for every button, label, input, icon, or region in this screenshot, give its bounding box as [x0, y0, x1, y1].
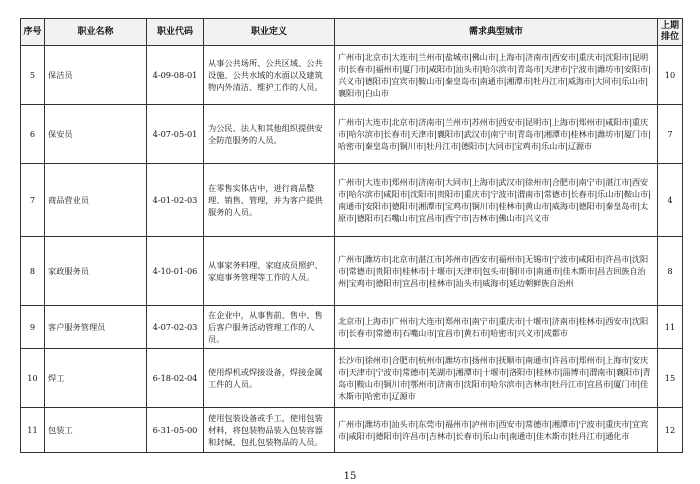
header-seq: 序号	[21, 19, 45, 46]
row-last-rank: 10	[658, 46, 683, 105]
table-row	[21, 105, 683, 164]
row-name: 包装工	[45, 408, 147, 453]
table-header-row	[21, 19, 683, 46]
row-name: 商品营业员	[45, 164, 147, 237]
table-row	[21, 46, 683, 105]
row-name: 家政服务员	[45, 237, 147, 306]
row-code: 4-10-01-06	[147, 237, 204, 306]
row-cities: 广州市|大连市|北京市|济南市|兰州市|苏州市|西安市|昆明市|上海市|郑州市|咸阳市|重庆市|哈尔滨市|长春市|天津市|襄阳市|武汉市|南宁市|青岛市|湘潭市|桂林市|潍坊市|厦门市|哈密市|秦皇岛市|铜川市|牡丹江市|德阳市|大同市|宝鸡市|乐山市|辽源市	[335, 105, 658, 164]
row-name: 客户服务管理员	[45, 306, 147, 349]
row-definition: 从事公共场所、公共区域、公共设施、公共水域的水面以及建筑物内外清洁、维护工作的人员。	[204, 46, 335, 105]
header-definition: 职业定义	[204, 19, 335, 46]
row-cities: 长沙市|徐州市|合肥市|杭州市|潍坊市|扬州市|抚顺市|南通市|许昌市|郑州市|上海市|安庆市|天津市|宁波市|常德市|芜湖市|湘潭市|十堰市|洛阳市|桂林市|淄博市|渭南市|襄阳市|青岛市|鞍山市|铜川市|鄂州市|济南市|沈阳市|哈尔滨市|吉林市|牡丹江市|宜昌市|厦门市|佳木斯市|哈密市|辽源市	[335, 349, 658, 408]
row-name: 保安员	[45, 105, 147, 164]
row-cities: 北京市|上海市|广州市|大连市|郑州市|南宁市|重庆市|十堰市|济南市|桂林市|西安市|沈阳市|长春市|常德市|石嘴山市|宜昌市|黄石市|哈密市|兴义市|成都市	[335, 306, 658, 349]
row-code: 4-07-05-01	[147, 105, 204, 164]
row-seq: 8	[21, 237, 45, 306]
table-row	[21, 164, 683, 237]
row-last-rank: 12	[658, 408, 683, 453]
row-last-rank: 11	[658, 306, 683, 349]
row-definition: 使用包装设备或手工，使用包装材料，将包装物品装入包装容器和封缄、包扎包装物品的人员。	[204, 408, 335, 453]
row-code: 4-09-08-01	[147, 46, 204, 105]
row-code: 6-31-05-00	[147, 408, 204, 453]
table-row	[21, 237, 683, 306]
row-name: 焊工	[45, 349, 147, 408]
row-definition: 使用焊机或焊接设备，焊接金属工件的人员。	[204, 349, 335, 408]
header-code: 职业代码	[147, 19, 204, 46]
row-code: 6-18-02-04	[147, 349, 204, 408]
row-definition: 在零售实体店中，进行商品整理、销售、管理，并为客户提供服务的人员。	[204, 164, 335, 237]
row-definition: 从事家务料理、家庭成员照护、家庭事务管理等工作的人员。	[204, 237, 335, 306]
table-row	[21, 306, 683, 349]
table-row	[21, 349, 683, 408]
occupation-table-page	[20, 18, 682, 453]
row-seq: 6	[21, 105, 45, 164]
row-cities: 广州市|潍坊市|北京市|湛江市|苏州市|西安市|福州市|无锡市|宁波市|咸阳市|许昌市|沈阳市|常德市|贵阳市|桂林市|十堰市|天津市|包头市|铜川市|南通市|佳木斯市|昌吉回族自治州|宝鸡市|德阳市|宜昌市|桂林市|汕头市|威海市|延边朝鲜族自治州	[335, 237, 658, 306]
row-seq: 10	[21, 349, 45, 408]
row-definition: 在企业中，从事售前、售中、售后客户服务活动管理工作的人员。	[204, 306, 335, 349]
row-last-rank: 15	[658, 349, 683, 408]
row-cities: 广州市|大连市|郑州市|济南市|大同市|上海市|武汉市|徐州市|合肥市|南宁市|湛江市|西安市|哈尔滨市|咸阳市|沈阳市|贵阳市|重庆市|宁波市|渭南市|常德市|长春市|乐山市|鞍山市|南通市|安阳市|德阳市|湘潭市|宝鸡市|铜川市|桂林市|黄山市|威海市|德阳市|秦皇岛市|太原市|德阳市|石嘴山市|宜昌市|西宁市|吉林市|佛山市|兴义市	[335, 164, 658, 237]
row-seq: 5	[21, 46, 45, 105]
header-cities: 需求典型城市	[335, 19, 658, 46]
row-code: 4-07-02-03	[147, 306, 204, 349]
row-cities: 广州市|潍坊市|汕头市|东莞市|福州市|泸州市|西安市|常德市|湘潭市|宁波市|重庆市|宜宾市|咸阳市|德阳市|许昌市|吉林市|长春市|乐山市|南通市|佳木斯市|牡丹江市|通化市	[335, 408, 658, 453]
row-last-rank: 7	[658, 105, 683, 164]
row-cities: 广州市|北京市|大连市|兰州市|盐城市|佛山市|上海市|济南市|西安市|重庆市|沈阳市|昆明市|长春市|福州市|厦门市|咸阳市|汕头市|哈尔滨市|青岛市|天津市|宁波市|潍坊市|安阳市|兴义市|德阳市|宜宾市|鞍山市|秦皇岛市|南通市|湘潭市|牡丹江市|威海市|大同市|乐山市|襄阳市|白山市	[335, 46, 658, 105]
page-number: 15	[343, 471, 357, 482]
row-code: 4-01-02-03	[147, 164, 204, 237]
row-seq: 7	[21, 164, 45, 237]
row-last-rank: 4	[658, 164, 683, 237]
row-last-rank: 8	[658, 237, 683, 306]
row-name: 保洁员	[45, 46, 147, 105]
row-definition: 为公民、法人和其他组织提供安全防范服务的人员。	[204, 105, 335, 164]
header-last-rank: 上期排位	[658, 19, 683, 46]
row-seq: 11	[21, 408, 45, 453]
row-seq: 9	[21, 306, 45, 349]
header-name: 职业名称	[45, 19, 147, 46]
occupation-demand-table	[20, 18, 683, 453]
table-row	[21, 408, 683, 453]
